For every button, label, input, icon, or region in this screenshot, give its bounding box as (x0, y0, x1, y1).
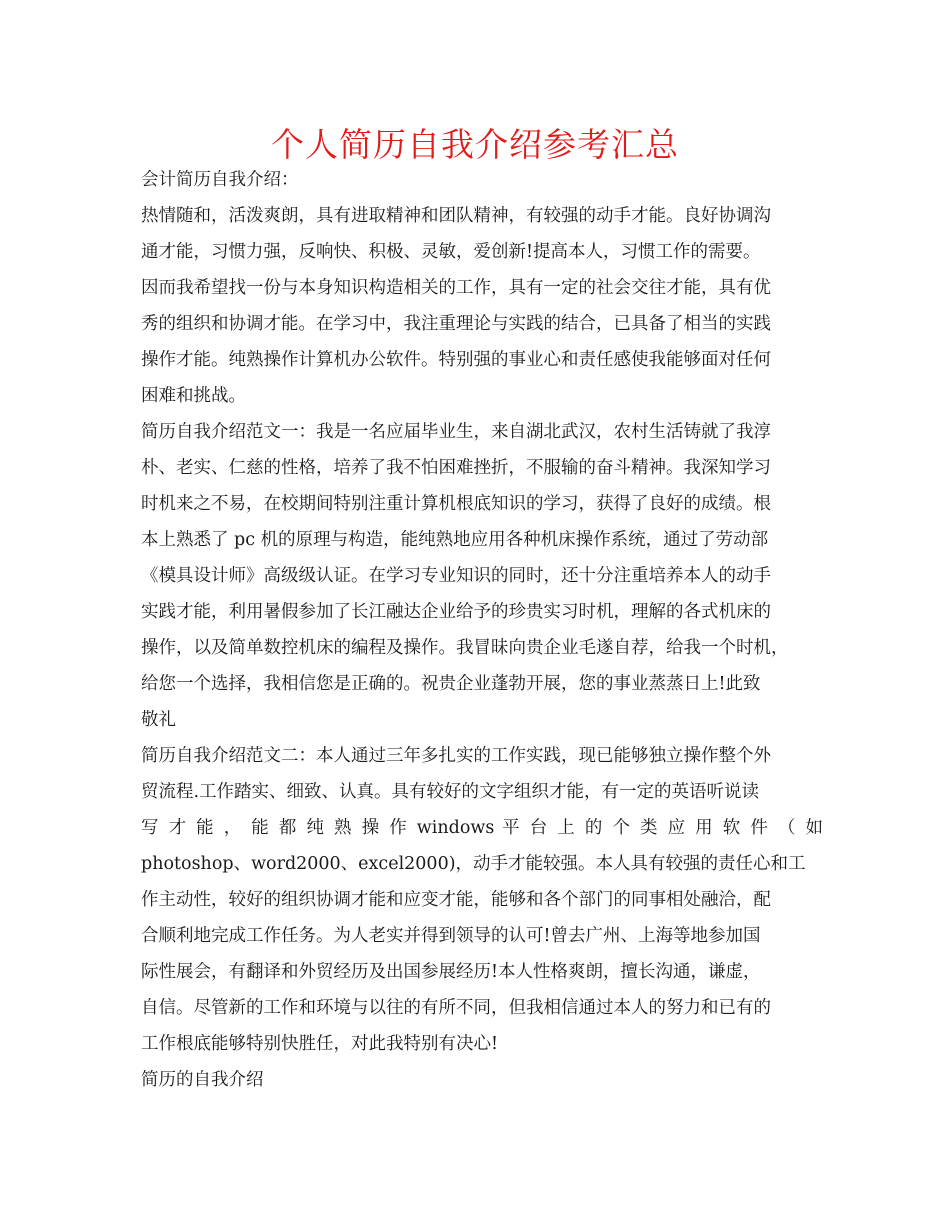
text-line: 朴、老实、仁慈的性格，培养了我不怕困难挫折，不服输的奋斗精神。我深知学习 (141, 458, 771, 478)
text-line: 自信。尽管新的工作和环境与以往的有所不同，但我相信通过本人的努力和已有的 (141, 998, 771, 1018)
text-line: photoshop、word2000、excel2000)，动手才能较强。本人具有较强的责任心和工 (141, 854, 806, 874)
document-body (141, 162, 823, 1098)
text-line: 会计简历自我介绍： (141, 170, 299, 190)
text-line: 因而我希望找一份与本身知识构造相关的工作，具有一定的社会交往才能，具有优 (141, 278, 771, 298)
text-line: 本上熟悉了 pc 机的原理与构造，能纯熟地应用各种机床操作系统，通过了劳动部 (141, 530, 769, 550)
text-line: 困难和挑战。 (141, 386, 246, 406)
text-line: 敬礼 (141, 710, 176, 730)
text-line: 际性展会，有翻译和外贸经历及出国参展经历!本人性格爽朗，擅长沟通，谦虚， (141, 962, 761, 982)
text-line: 合顺利地完成工作任务。为人老实并得到领导的认可!曾去广州、上海等地参加国 (141, 926, 761, 946)
text-line: 贸流程.工作踏实、细致、认真。具有较好的文字组织才能，有一定的英语听说读 (141, 782, 760, 802)
text-line: 简历自我介绍范文二：本人通过三年多扎实的工作实践，现已能够独立操作整个外 (141, 746, 771, 766)
text-line: 秀的组织和协调才能。在学习中，我注重理论与实践的结合，已具备了相当的实践 (141, 314, 771, 334)
text-line: 作主动性，较好的组织协调才能和应变才能，能够和各个部门的同事相处融洽，配 (141, 890, 771, 910)
text-line: 工作根底能够特别快胜任，对此我特别有决心! (141, 1034, 499, 1054)
text-line: 给您一个选择，我相信您是正确的。祝贵企业蓬勃开展，您的事业蒸蒸日上!此致 (141, 674, 761, 694)
text-line: 《模具设计师》高级级认证。在学习专业知识的同时，还十分注重培养本人的动手 (141, 566, 771, 586)
text-line: 实践才能，利用暑假参加了长江融达企业给予的珍贵实习时机，理解的各式机床的 (141, 602, 771, 622)
text-line: 写 才 能 ， 能 都 纯 熟 操 作 windows 平 台 上 的 个 类 应 用 软 件 （ 如 (141, 818, 823, 838)
text-line: 热情随和，活泼爽朗，具有进取精神和团队精神，有较强的动手才能。良好协调沟 (141, 206, 771, 226)
text-line: 操作，以及简单数控机床的编程及操作。我冒昧向贵企业毛遂自荐，给我一个时机， (141, 638, 789, 658)
document-title: 个人简历自我介绍参考汇总 (271, 125, 679, 164)
text-line: 时机来之不易，在校期间特别注重计算机根底知识的学习，获得了良好的成绩。根 (141, 494, 771, 514)
text-line: 简历自我介绍范文一：我是一名应届毕业生，来自湖北武汉，农村生活铸就了我淳 (141, 422, 771, 442)
text-line: 通才能，习惯力强，反响快、积极、灵敏，爱创新!提高本人，习惯工作的需要。 (141, 242, 761, 262)
text-line: 操作才能。纯熟操作计算机办公软件。特别强的事业心和责任感使我能够面对任何 (141, 350, 771, 370)
text-line: 简历的自我介绍 (141, 1070, 264, 1090)
